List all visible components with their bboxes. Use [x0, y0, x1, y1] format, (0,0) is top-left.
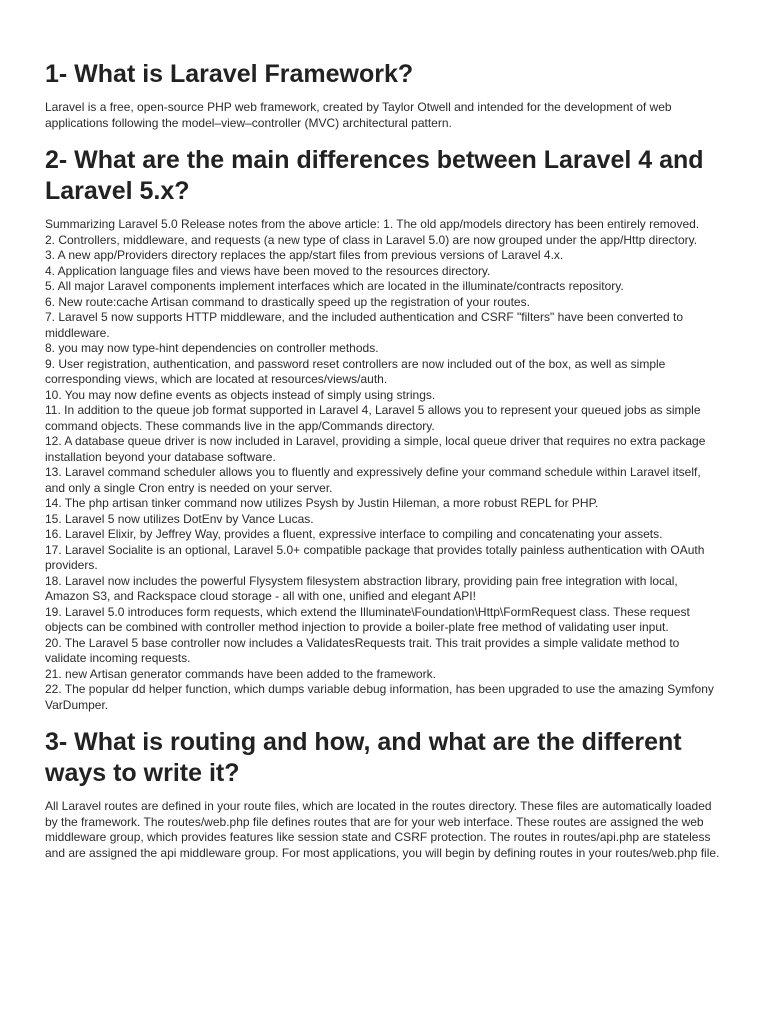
section-heading: 1- What is Laravel Framework?	[45, 60, 414, 88]
section-heading: 3- What is routing and how, and what are the different ways to write it?	[45, 728, 682, 787]
section-what-is-laravel	[45, 0, 722, 131]
differences-list	[45, 217, 722, 713]
list-item: 5. All major Laravel components implement interfaces which are located in the illuminate/contracts repository.	[45, 279, 624, 293]
list-item: 21. new Artisan generator commands have been added to the framework.	[45, 666, 436, 681]
list-item: 2. Controllers, middleware, and requests (a new type of class in Laravel 5.0) are now grouped under the app/Http directory.	[45, 232, 698, 247]
list-item: 10. You may now define events as objects instead of simply using strings.	[45, 387, 436, 402]
list-item: 4. Application language files and views have been moved to the resources directory.	[45, 263, 491, 278]
section-heading: 2- What are the main differences between Laravel 4 and Laravel 5.x?	[45, 146, 704, 205]
list-item: 3. A new app/Providers directory replaces the app/start files from previous versions of Laravel 4.x.	[45, 248, 564, 262]
list-item: 7. Laravel 5 now supports HTTP middleware, and the included authentication and CSRF "filters" have been converted to middleware.	[45, 310, 683, 340]
list-item: 20. The Laravel 5 base controller now includes a ValidatesRequests trait. This trait provides a simple validate method to validate incoming requests.	[45, 635, 680, 665]
section-routing	[45, 713, 722, 861]
section-paragraph: Laravel is a free, open-source PHP web framework, created by Taylor Otwell and intended for the development of web applications following the model–view–controller (MVC) architectural pattern.	[45, 100, 672, 130]
list-item: 19. Laravel 5.0 introduces form requests, which extend the Illuminate\Foundation\Http\FormRequest class. These request objects can be combined with controller method injection to provide a boiler-plate free method of validating user input.	[45, 604, 690, 634]
list-item: 13. Laravel command scheduler allows you to fluently and expressively define your command schedule within Laravel itself, and only a single Cron entry is needed on your server.	[45, 465, 701, 495]
list-item: 12. A database queue driver is now included in Laravel, providing a simple, local queue driver that requires no extra package installation beyond your database software.	[45, 434, 706, 464]
list-item: Summarizing Laravel 5.0 Release notes from the above article: 1. The old app/models directory has been entirely removed.	[45, 217, 700, 231]
section-paragraph: All Laravel routes are defined in your route files, which are located in the routes directory. These files are automatically loaded by the framework. The routes/web.php file defines routes that are for your web interface. These routes are assigned the web middleware group, which provides features like session state and CSRF protection. The routes in routes/api.php are stateless and are assigned the api middleware group. For most applications, you will begin by defining routes in your routes/web.php file.	[45, 799, 720, 860]
list-item: 11. In addition to the queue job format supported in Laravel 4, Laravel 5 allows you to represent your queued jobs as simple command objects. These commands live in the app/Commands directory.	[45, 403, 701, 433]
list-item: 14. The php artisan tinker command now utilizes Psysh by Justin Hileman, a more robust REPL for PHP.	[45, 496, 599, 510]
section-laravel-4-vs-5	[45, 131, 722, 713]
list-item: 17. Laravel Socialite is an optional, Laravel 5.0+ compatible package that provides totally painless authentication with OAuth providers.	[45, 542, 705, 572]
list-item: 22. The popular dd helper function, which dumps variable debug information, has been upgraded to use the amazing Symfony VarDumper.	[45, 682, 714, 712]
list-item: 9. User registration, authentication, and password reset controllers are now included out of the box, as well as simple corresponding views, which are located at resources/views/auth.	[45, 356, 666, 386]
list-item: 6. New route:cache Artisan command to drastically speed up the registration of your routes.	[45, 294, 530, 309]
list-item: 18. Laravel now includes the powerful Flysystem filesystem abstraction library, providing pain free integration with local, Amazon S3, and Rackspace cloud storage - all with one, unified and elegant API!	[45, 573, 678, 603]
list-item: 8. you may now type-hint dependencies on controller methods.	[45, 341, 379, 355]
list-item: 16. Laravel Elixir, by Jeffrey Way, provides a fluent, expressive interface to compiling and concatenating your assets.	[45, 527, 663, 541]
list-item: 15. Laravel 5 now utilizes DotEnv by Vance Lucas.	[45, 511, 314, 526]
